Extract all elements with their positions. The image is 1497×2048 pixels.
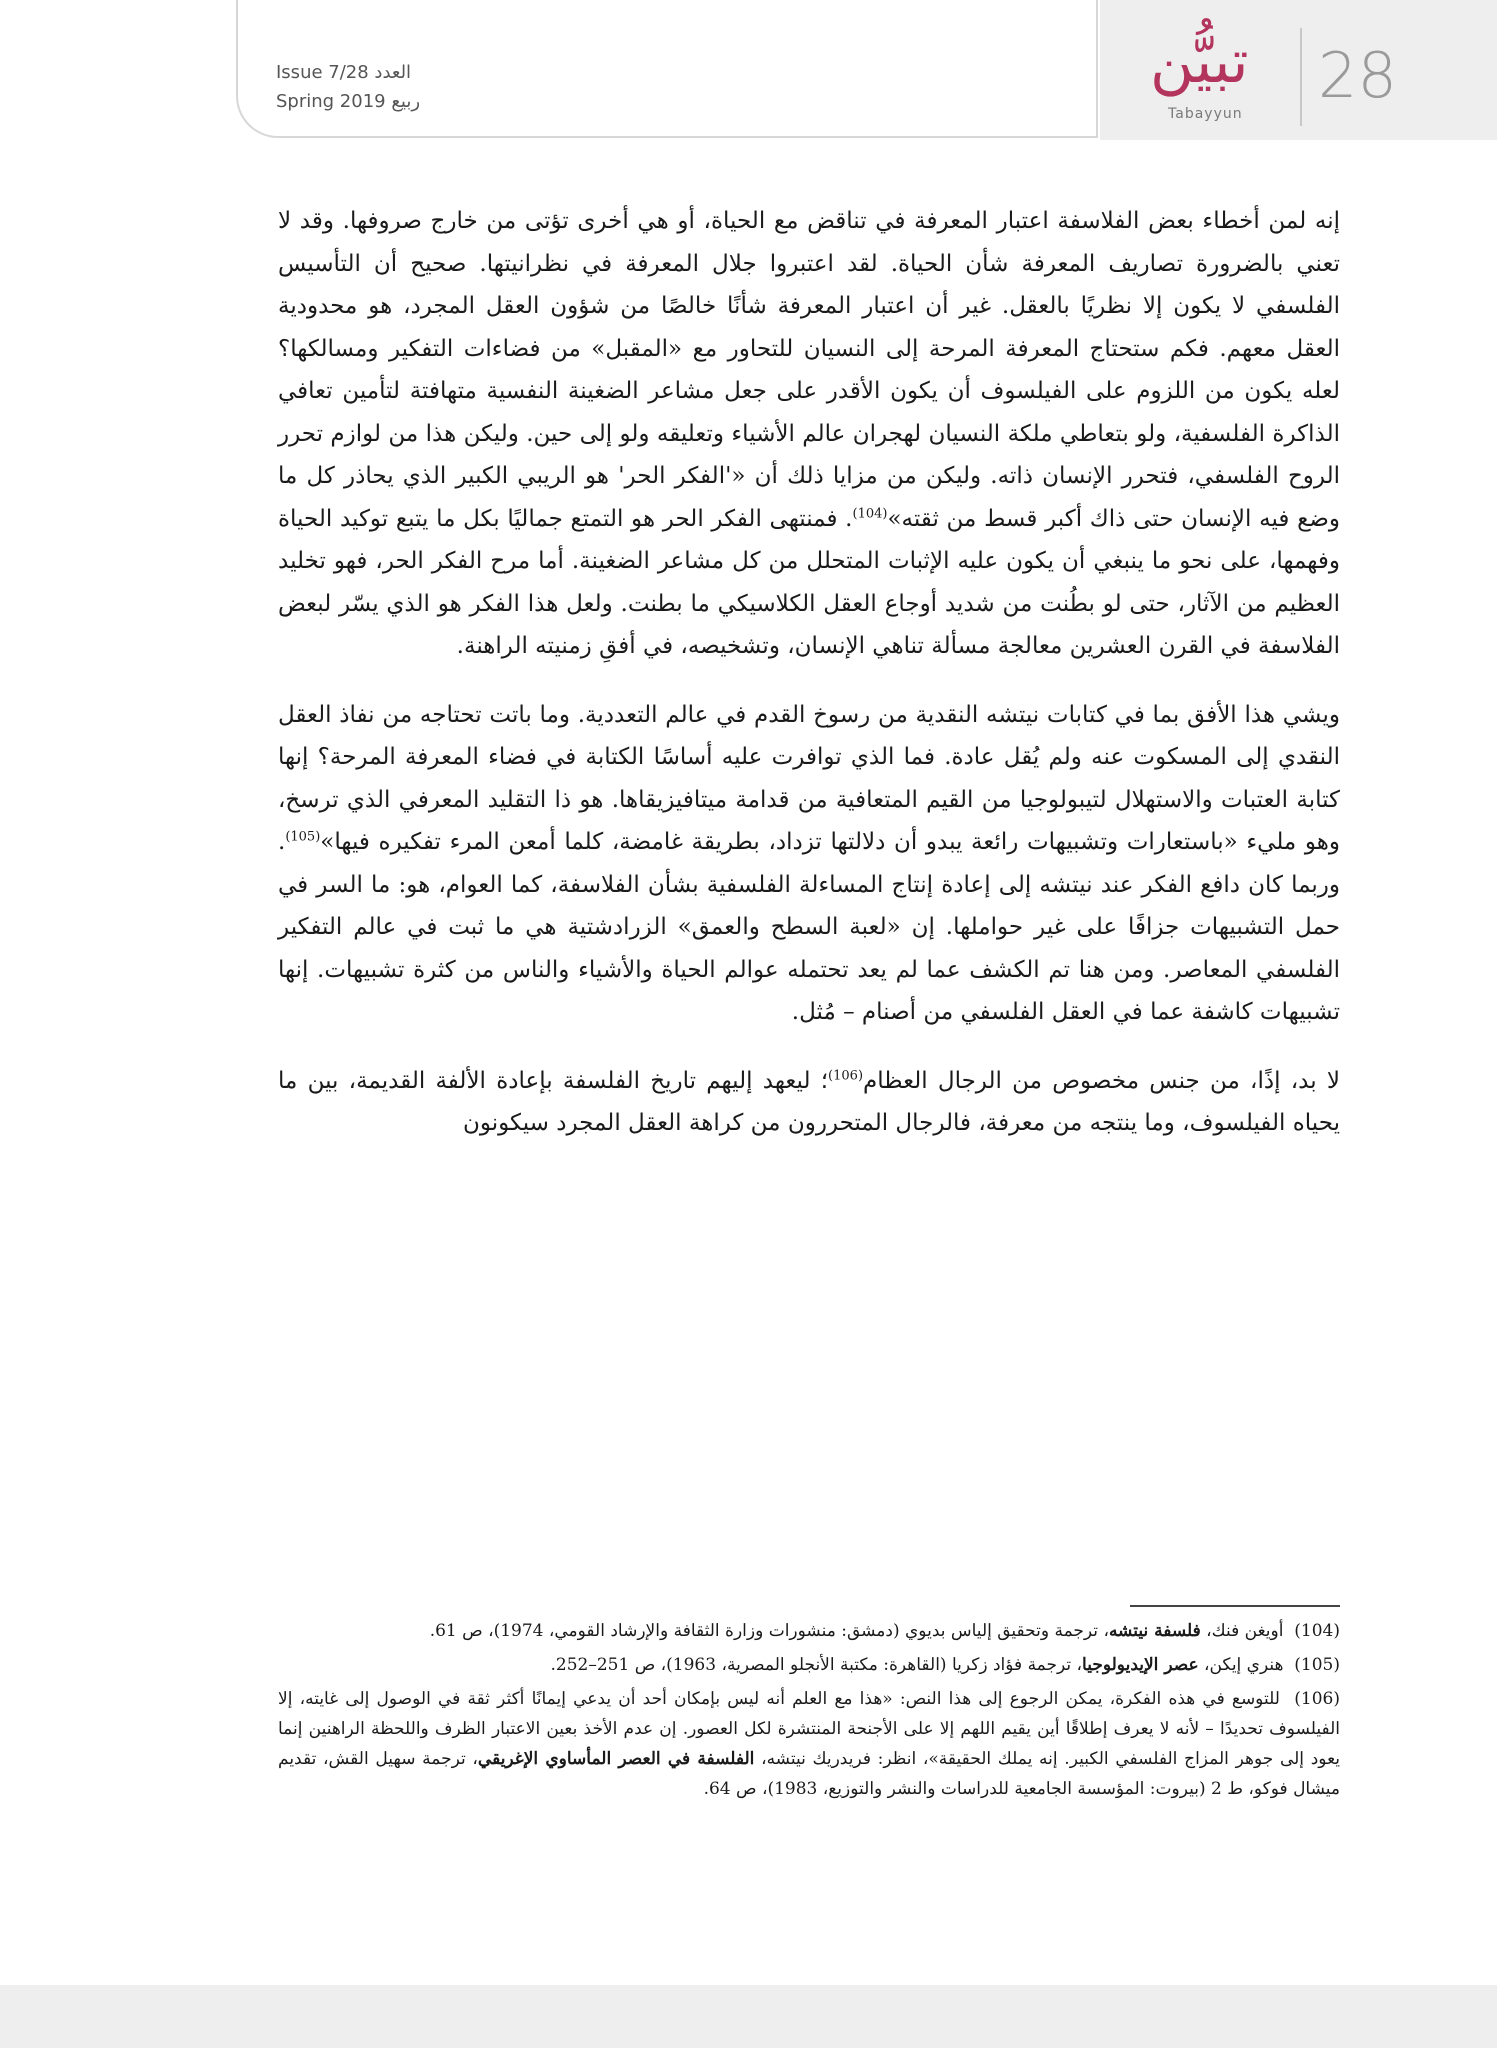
footnote-book-title: عصر الإيديولوجيا [1082,1655,1199,1675]
footnote-number: (105) [1294,1655,1340,1675]
footnote-number: (106) [1294,1689,1340,1709]
footnote-book-title: الفلسفة في العصر المأساوي الإغريقي [477,1749,755,1769]
paragraph-1-text: إنه لمن أخطاء بعض الفلاسفة اعتبار المعرفة في تناقض مع الحياة، أو هي أخرى تؤتى من خارج صروفها. وقد لا تعني بالضرورة تصاريف المعرفة شأن الحياة. لقد اعتبروا جلال المعرفة في نظرانيتها. صحيح أن التأسيس الفلسفي لا يكون إلا نظريًا بالعقل. غير أن اعتبار المعرفة شأنًا خالصًا من شؤون العقل المجرد، هو محدودية العقل معهم. فكم ستحتاج المعرفة المرحة إلى النسيان للتحاور مع «المقبل» من فضاءات التفكير ومسالكها؟ لعله يكون من اللزوم على الفيلسوف أن يكون الأقدر على جعل مشاعر الضغينة النفسية متهافتة لتأمين تعافي الذاكرة الفلسفية، ولو بتعاطي ملكة النسيان لهجران عالم الأشياء وتعليقه ولو إلى حين. وليكن هذا من لوازم تحرر الروح الفلسفي، فتحرر الإنسان ذاته. وليكن من مزايا ذلك أن «'الفكر الحر' هو الريبي الكبير الذي يحاذر كل ما وضع فيه الإنسان حتى ذاك أكبر قسط من ثقته» [278,208,1340,532]
paragraph-3-tail: ؛ ليعهد إليهم تاريخ الفلسفة بإعادة الألفة القديمة، بين ما يحياه الفيلسوف، وما ينتجه من معرفة، فالرجال المتحررون من كراهة العقل المجرد سيكونون [278,1067,1340,1136]
footnote-number: (104) [1294,1621,1340,1641]
logo-latin: Tabayyun [1168,106,1243,122]
season-line: Spring 2019 ربيع [276,91,421,112]
footnote-separator [1130,1605,1340,1607]
paragraph-2 [278,694,1340,1034]
footnote-text: ، ترجمة وتحقيق إلياس بديوي (دمشق: منشورات وزارة الثقافة والإرشاد القومي، 1974)، ص 61. [429,1621,1109,1641]
paragraph-1 [278,200,1340,668]
issue-line: Issue 7/28 العدد [276,62,412,83]
article-body [278,200,1340,1145]
header-divider [1300,28,1302,126]
footnote-ref-104: (104) [852,505,888,521]
footnote-text: أويغن فنك، [1200,1621,1284,1641]
footnotes [278,1616,1340,1804]
paragraph-1-tail: . فمنتهى الفكر الحر هو التمتع جماليًا بكل ما يتبع توكيد الحياة وفهمها، على نحو ما ينبغي أن يكون عليه الإثبات المتحلل من كل مشاعر الضغينة. أما مرح الفكر الحر، فهو تخليد العظيم من الآثار، حتى لو بطُنت من شديد أوجاع العقل الكلاسيكي ما بطنت. ولعل هذا الفكر هو الذي يسّر لبعض الفلاسفة في القرن العشرين معالجة مسألة تناهي الإنسان، وتشخيصه، في أفقِ زمنيته الراهنة. [278,505,1340,659]
footnote-104 [278,1616,1340,1646]
page-header [0,0,1497,140]
page-number: 28 [1318,39,1397,112]
paragraph-2-tail: . وربما كان دافع الفكر عند نيتشه إلى إعادة إنتاج المساءلة الفلسفية بشأن الفلاسفة، كما العوام، هو: ما السر في حمل التشبيهات جزافًا على غير حواملها. إن «لعبة السطح والعمق» الزرادشتية هي ما ثبت في عالم التفكير الفلسفي المعاصر. ومن هنا تم الكشف عما لم يعد تحتمله عوالم الحياة والأشياء والناس من كثرة تشبيهات. إنها تشبيهات كاشفة عما في العقل الفلسفي من أصنام – مُثل. [278,829,1340,1025]
footnote-ref-106: (106) [828,1067,864,1083]
paragraph-3-text: لا بد، إذًا، من جنس مخصوص من الرجال العظام [863,1067,1340,1094]
footnote-book-title: فلسفة نيتشه [1108,1621,1201,1641]
footnote-105 [278,1650,1340,1680]
footnote-text: هنري إيكن، [1198,1655,1284,1675]
page-footer-band [0,1985,1497,2048]
footnote-text: للتوسع في هذه الفكرة، يمكن الرجوع إلى هذا النص: «هذا مع العلم أنه ليس بإمكان أحد أن يدعي إيمانًا أكثر ثقة في الوصول إلى غايته، إلا الفيلسوف تحديدًا – لأنه لا يعرف إطلاقًا أين يقيم اللهم إلا على الأجنحة المنتشرة لكل العصور. إن عدم الأخذ بعين الاعتبار الظرف واللحظة الراهنين إنما يعود إلى جوهر المزاج الفلسفي الكبير. إنه يملك الحقيقة»، انظر: فريدريك نيتشه، [278,1689,1341,1769]
footnote-text: ، ترجمة فؤاد زكريا (القاهرة: مكتبة الأنجلو المصرية، 1963)، ص 251–252. [550,1655,1083,1675]
paragraph-3 [278,1060,1340,1145]
footnote-ref-105: (105) [285,829,321,845]
paragraph-2-text: ويشي هذا الأفق بما في كتابات نيتشه النقدية من رسوخ القدم في عالم التعددية. وما باتت تحتاجه من نفاذ العقل النقدي إلى المسكوت عنه ولم يُقل عادة. فما الذي توافرت عليه أساسًا الكتابة في فضاء المعرفة المرحة؟ إنها كتابة العتبات والاستهلال لتيبولوجيا من القيم المتعافية من قدامة ميتافيزيقاها. هو ذا التقليد المعرفي الذي ترسخ، وهو مليء «باستعارات وتشبيهات رائعة يبدو أن دلالتها تزداد، بطريقة غامضة، كلما أمعن المرء تفكيره فيها» [278,701,1340,855]
logo-arabic: تبيُّن [1150,27,1249,97]
footnote-106 [278,1684,1340,1804]
issue-info [276,58,420,116]
footnote-text: ، ترجمة سهيل القش، تقديم ميشال فوكو، ط 2 (بيروت: المؤسسة الجامعية للدراسات والنشر والتوزيع، 1983)، ص 64. [278,1749,1340,1799]
journal-logo [1132,20,1292,130]
